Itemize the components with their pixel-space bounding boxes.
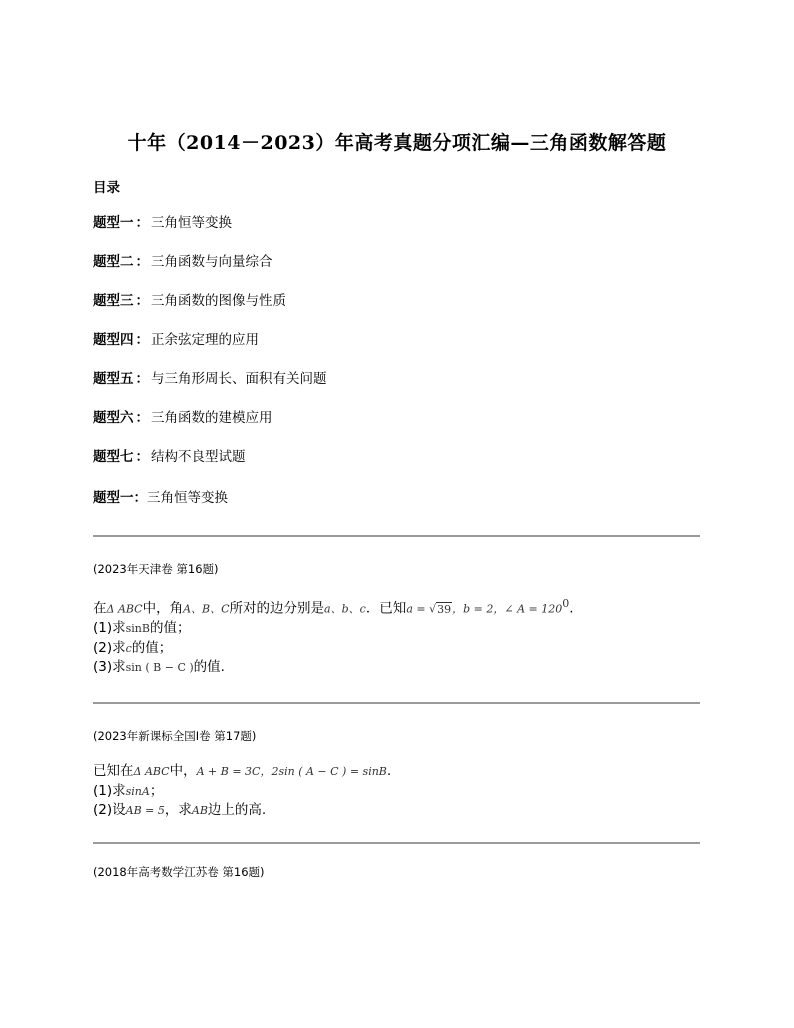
- part-math: sin ( B − C ): [125, 661, 194, 674]
- toc-item-type: 题型七: [93, 449, 134, 465]
- stem-math: Δ ABC: [106, 602, 143, 616]
- problem-part: [93, 639, 700, 659]
- toc-item-sep: ：: [135, 332, 149, 348]
- part-text: 的值；: [131, 639, 173, 656]
- toc-item-sep: ：: [135, 254, 149, 270]
- problem-part: [93, 782, 700, 802]
- toc-item-type: 题型二: [93, 254, 134, 270]
- toc-item-type: 题型一: [93, 215, 134, 231]
- toc-item-type: 题型五: [93, 371, 134, 387]
- toc-item-sep: ：: [135, 371, 149, 387]
- section-type: 题型一: [93, 490, 134, 506]
- part-text: 边上的高.: [207, 802, 267, 818]
- toc-item[interactable]: [93, 214, 327, 253]
- toc-item-type: 题型四: [93, 332, 134, 348]
- toc-item-text: 三角函数的建模应用: [151, 410, 273, 426]
- problem-body: [93, 595, 700, 678]
- part-text: (1)求: [93, 620, 126, 636]
- problem-stem: [93, 762, 700, 782]
- problem-source: (2023年天津卷 第16题): [93, 562, 219, 576]
- toc-item[interactable]: [93, 370, 327, 409]
- part-text: 的值.: [193, 659, 225, 675]
- sqrt-sign: √: [429, 602, 437, 616]
- toc-item-sep: ：: [135, 293, 149, 309]
- section-text: 三角恒等变换: [147, 490, 228, 506]
- problem-stem: [93, 595, 700, 619]
- toc-item-sep: ：: [135, 410, 149, 426]
- problem-source: (2023年新课标全国Ⅰ卷 第17题): [93, 729, 257, 743]
- part-math: AB: [191, 804, 208, 817]
- table-of-contents: [93, 214, 327, 487]
- toc-item-type: 题型三: [93, 293, 134, 309]
- toc-item[interactable]: [93, 292, 327, 331]
- section-heading: [93, 486, 228, 506]
- toc-item-text: 三角函数的图像与性质: [151, 293, 286, 309]
- stem-text: 在: [93, 600, 107, 617]
- problem-part: [93, 619, 700, 639]
- stem-math: A、B、C: [183, 602, 230, 616]
- toc-item[interactable]: [93, 253, 327, 292]
- problem-part: [93, 801, 700, 821]
- stem-math: a、b、c: [324, 602, 366, 616]
- stem-text: .: [569, 600, 574, 617]
- stem-math: A + B = 3C，2sin ( A − C ) = sinB: [196, 765, 387, 778]
- problem-3: [93, 864, 700, 880]
- toc-item-text: 结构不良型试题: [151, 449, 246, 465]
- part-math: c: [125, 641, 132, 655]
- stem-math: 39: [437, 602, 452, 616]
- part-text: (2)设: [93, 802, 126, 818]
- toc-item-text: 三角恒等变换: [151, 215, 232, 231]
- toc-item-type: 题型六: [93, 410, 134, 426]
- toc-item[interactable]: [93, 448, 327, 487]
- toc-item-sep: ：: [135, 215, 149, 231]
- problem-body: [93, 762, 700, 821]
- part-text: ；: [149, 782, 164, 799]
- part-text: (1)求: [93, 782, 126, 799]
- stem-math: Δ ABC: [133, 765, 170, 778]
- stem-text: ．已知: [365, 600, 407, 617]
- stem-text: 所对的边分别是: [229, 600, 325, 617]
- part-text: 的值；: [149, 620, 191, 636]
- toc-item-sep: ：: [135, 449, 149, 465]
- problem-part: [93, 658, 700, 678]
- stem-math: a =: [406, 602, 430, 616]
- stem-text: 已知在: [93, 763, 134, 779]
- part-math: sinA: [125, 784, 150, 798]
- problem-source: (2018年高考数学江苏卷 第16题): [93, 865, 265, 879]
- toc-item-text: 正余弦定理的应用: [151, 332, 259, 348]
- toc-item-text: 三角函数与向量综合: [151, 254, 273, 270]
- toc-item[interactable]: [93, 409, 327, 448]
- problem-2: [93, 728, 700, 821]
- stem-math-superscript: 0: [562, 597, 570, 610]
- part-math: sinB: [125, 622, 150, 635]
- stem-text: 中，: [169, 763, 197, 779]
- section-sep: ：: [133, 490, 147, 506]
- toc-item[interactable]: [93, 331, 327, 370]
- toc-item-text: 与三角形周长、面积有关问题: [151, 371, 327, 387]
- stem-math: ，b = 2，∠ A = 120: [452, 602, 563, 616]
- part-text: ，求: [164, 802, 192, 818]
- problem-1: [93, 561, 700, 678]
- divider: [93, 702, 700, 704]
- divider: [93, 842, 700, 844]
- part-math: AB = 5: [125, 804, 165, 817]
- stem-text: .: [386, 763, 392, 779]
- part-text: (3)求: [93, 659, 126, 675]
- part-text: (2)求: [93, 639, 126, 656]
- stem-text: 中，角: [142, 600, 184, 617]
- toc-label: 目录: [93, 180, 120, 196]
- document-title: 十年（2014－2023）年高考真题分项汇编—三角函数解答题: [127, 132, 667, 154]
- divider: [93, 535, 700, 537]
